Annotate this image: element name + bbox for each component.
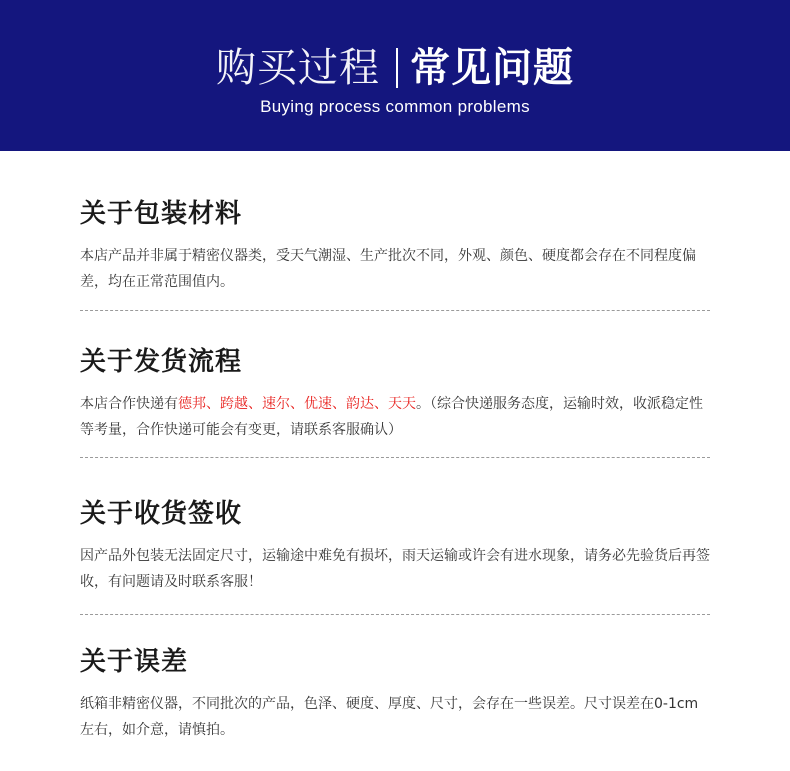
header-banner — [0, 0, 790, 151]
section-divider — [80, 310, 710, 311]
text-prefix: 本店合作快递有 — [80, 396, 178, 412]
section-shipping — [80, 344, 710, 443]
text-suffix: 。（综合快递服务态度，运输时效，收派稳定性等考量，合作快递可能会有变更，请联系客服确认） — [80, 396, 703, 438]
banner-title-light: 购买过程 — [216, 45, 380, 91]
section-divider — [80, 457, 710, 458]
section-packaging — [80, 196, 710, 295]
section-divider — [80, 614, 710, 615]
section-text: 纸箱非精密仪器，不同批次的产品，色泽、硬度、厚度、尺寸，会存在一些误差。尺寸误差在0-1cm左右，如介意，请慎拍。 — [80, 696, 699, 738]
banner-title — [0, 40, 790, 96]
section-tolerance — [80, 644, 710, 743]
banner-title-bold: 常见问题 — [410, 45, 574, 91]
section-text: 本店产品并非属于精密仪器类，受天气潮湿、生产批次不同，外观、颜色、硬度都会存在不同程度偏差，均在正常范围值内。 — [80, 248, 696, 290]
section-heading: 关于发货流程 — [80, 347, 243, 377]
section-text — [80, 391, 710, 443]
section-heading: 关于收货签收 — [80, 499, 243, 529]
courier-list: 德邦、跨越、速尔、优速、韵达、天天 — [178, 396, 416, 412]
banner-subtitle: Buying process common problems — [260, 97, 530, 116]
section-heading: 关于误差 — [80, 647, 189, 677]
section-receiving — [80, 496, 710, 595]
section-text: 因产品外包装无法固定尺寸，运输途中难免有损坏，雨天运输或许会有进水现象，请务必先验货后再签收，有问题请及时联系客服！ — [80, 548, 710, 590]
section-heading: 关于包装材料 — [80, 199, 243, 229]
title-separator — [396, 48, 398, 88]
